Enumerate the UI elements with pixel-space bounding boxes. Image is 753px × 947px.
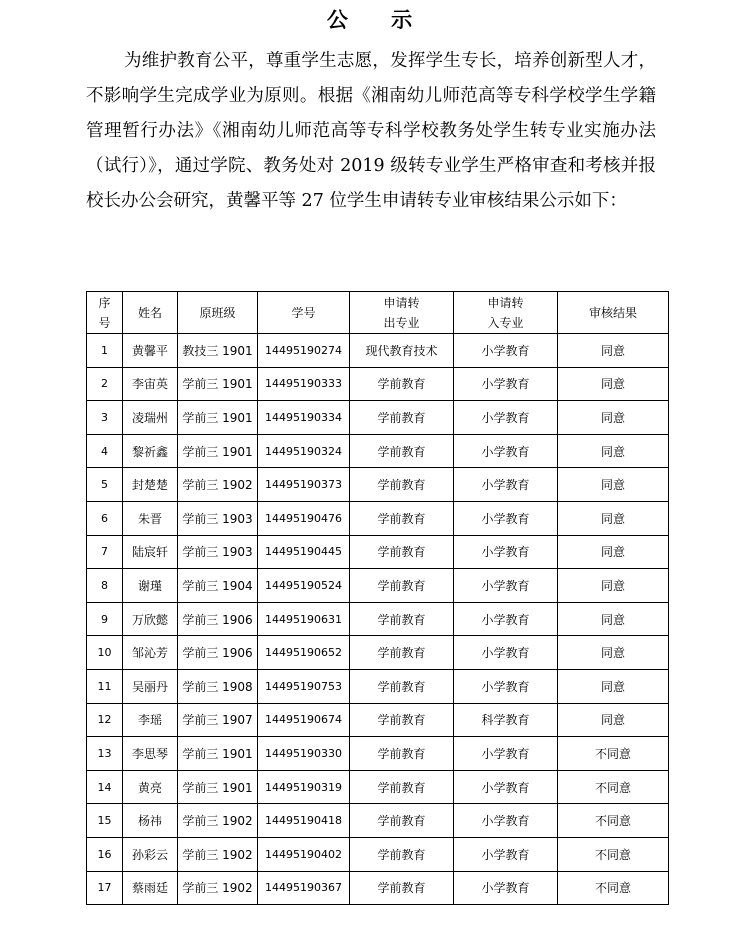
cell-student-id: 14495190319 [258, 770, 350, 804]
table-row [87, 367, 669, 401]
cell-no: 10 [87, 636, 123, 670]
table-row [87, 569, 669, 603]
cell-to-major: 小学教育 [454, 837, 558, 871]
cell-to-major: 小学教育 [454, 602, 558, 636]
cell-from-major: 学前教育 [350, 501, 454, 535]
cell-no: 7 [87, 535, 123, 569]
cell-from-major: 学前教育 [350, 367, 454, 401]
cell-to-major: 小学教育 [454, 334, 558, 368]
header-result: 审核结果 [558, 292, 669, 334]
table-row [87, 334, 669, 368]
cell-no: 16 [87, 837, 123, 871]
cell-to-major: 科学教育 [454, 703, 558, 737]
cell-name: 黎祈鑫 [123, 434, 178, 468]
cell-student-id: 14495190753 [258, 669, 350, 703]
cell-no: 1 [87, 334, 123, 368]
cell-no: 17 [87, 871, 123, 905]
cell-student-id: 14495190476 [258, 501, 350, 535]
cell-result: 不同意 [558, 837, 669, 871]
table-row [87, 669, 669, 703]
cell-name: 李瑶 [123, 703, 178, 737]
cell-no: 8 [87, 569, 123, 603]
cell-name: 封楚楚 [123, 468, 178, 502]
cell-student-id: 14495190324 [258, 434, 350, 468]
announcement-paragraph: 为维护教育公平，尊重学生志愿，发挥学生专长，培养创新型人才，不影响学生完成学业为原则。根据《湘南幼儿师范高等专科学校学生学籍管理暂行办法》《湘南幼儿师范高等专科学校教务处学生转专业实施办法（试行）》，通过学院、教务处对 2019 级转专业学生严格审查和考核并报校长办公会研究，黄馨平等 27 位学生申请转专业审核结果公示如下： [86, 51, 656, 211]
cell-result: 同意 [558, 334, 669, 368]
cell-result: 不同意 [558, 804, 669, 838]
cell-student-id: 14495190631 [258, 602, 350, 636]
cell-name: 黄馨平 [123, 334, 178, 368]
cell-student-id: 14495190652 [258, 636, 350, 670]
table-row [87, 871, 669, 905]
cell-from-major: 学前教育 [350, 737, 454, 771]
transfer-result-table [86, 291, 669, 905]
cell-no: 13 [87, 737, 123, 771]
cell-to-major: 小学教育 [454, 871, 558, 905]
cell-to-major: 小学教育 [454, 770, 558, 804]
cell-name: 凌瑞州 [123, 401, 178, 435]
cell-class: 学前三 1901 [178, 434, 258, 468]
table-row [87, 703, 669, 737]
cell-class: 学前三 1903 [178, 501, 258, 535]
cell-no: 14 [87, 770, 123, 804]
cell-result: 同意 [558, 501, 669, 535]
table-row [87, 434, 669, 468]
cell-student-id: 14495190274 [258, 334, 350, 368]
cell-student-id: 14495190402 [258, 837, 350, 871]
header-student-id: 学号 [258, 292, 350, 334]
cell-result: 同意 [558, 468, 669, 502]
cell-from-major: 学前教育 [350, 401, 454, 435]
cell-name: 蔡雨廷 [123, 871, 178, 905]
cell-class: 学前三 1908 [178, 669, 258, 703]
cell-result: 不同意 [558, 770, 669, 804]
cell-student-id: 14495190418 [258, 804, 350, 838]
cell-from-major: 学前教育 [350, 434, 454, 468]
header-class: 原班级 [178, 292, 258, 334]
cell-name: 孙彩云 [123, 837, 178, 871]
cell-from-major: 现代教育技术 [350, 334, 454, 368]
cell-result: 同意 [558, 401, 669, 435]
cell-from-major: 学前教育 [350, 703, 454, 737]
cell-no: 5 [87, 468, 123, 502]
cell-class: 学前三 1901 [178, 401, 258, 435]
cell-from-major: 学前教育 [350, 636, 454, 670]
table-header-row [87, 292, 669, 334]
cell-student-id: 14495190334 [258, 401, 350, 435]
cell-no: 3 [87, 401, 123, 435]
cell-from-major: 学前教育 [350, 871, 454, 905]
cell-name: 谢瑾 [123, 569, 178, 603]
cell-student-id: 14495190367 [258, 871, 350, 905]
table-row [87, 602, 669, 636]
cell-student-id: 14495190373 [258, 468, 350, 502]
table-row [87, 535, 669, 569]
cell-name: 邹沁芳 [123, 636, 178, 670]
cell-no: 15 [87, 804, 123, 838]
cell-result: 同意 [558, 636, 669, 670]
cell-no: 4 [87, 434, 123, 468]
cell-class: 学前三 1902 [178, 837, 258, 871]
cell-to-major: 小学教育 [454, 434, 558, 468]
table-row [87, 770, 669, 804]
table-row [87, 401, 669, 435]
cell-result: 同意 [558, 434, 669, 468]
cell-name: 朱晋 [123, 501, 178, 535]
cell-name: 李宙英 [123, 367, 178, 401]
cell-student-id: 14495190445 [258, 535, 350, 569]
cell-from-major: 学前教育 [350, 602, 454, 636]
cell-name: 吴丽丹 [123, 669, 178, 703]
cell-from-major: 学前教育 [350, 770, 454, 804]
cell-result: 同意 [558, 669, 669, 703]
table-row [87, 837, 669, 871]
header-from-major: 申请转 出专业 [350, 292, 454, 334]
cell-no: 12 [87, 703, 123, 737]
cell-result: 同意 [558, 703, 669, 737]
cell-class: 学前三 1906 [178, 602, 258, 636]
cell-student-id: 14495190330 [258, 737, 350, 771]
cell-name: 陆宸轩 [123, 535, 178, 569]
cell-class: 教技三 1901 [178, 334, 258, 368]
cell-no: 9 [87, 602, 123, 636]
cell-to-major: 小学教育 [454, 669, 558, 703]
cell-result: 同意 [558, 602, 669, 636]
cell-from-major: 学前教育 [350, 535, 454, 569]
cell-result: 不同意 [558, 871, 669, 905]
header-to-major: 申请转 入专业 [454, 292, 558, 334]
cell-result: 同意 [558, 569, 669, 603]
cell-from-major: 学前教育 [350, 468, 454, 502]
cell-to-major: 小学教育 [454, 569, 558, 603]
table-row [87, 468, 669, 502]
cell-student-id: 14495190674 [258, 703, 350, 737]
cell-to-major: 小学教育 [454, 737, 558, 771]
cell-class: 学前三 1902 [178, 804, 258, 838]
cell-student-id: 14495190524 [258, 569, 350, 603]
cell-to-major: 小学教育 [454, 401, 558, 435]
table-row [87, 737, 669, 771]
cell-class: 学前三 1906 [178, 636, 258, 670]
cell-from-major: 学前教育 [350, 569, 454, 603]
cell-class: 学前三 1907 [178, 703, 258, 737]
table-row [87, 636, 669, 670]
cell-from-major: 学前教育 [350, 804, 454, 838]
cell-no: 11 [87, 669, 123, 703]
cell-class: 学前三 1904 [178, 569, 258, 603]
cell-result: 同意 [558, 367, 669, 401]
cell-to-major: 小学教育 [454, 535, 558, 569]
cell-from-major: 学前教育 [350, 669, 454, 703]
cell-no: 2 [87, 367, 123, 401]
cell-name: 黄亮 [123, 770, 178, 804]
cell-class: 学前三 1901 [178, 367, 258, 401]
header-name: 姓名 [123, 292, 178, 334]
cell-to-major: 小学教育 [454, 367, 558, 401]
cell-class: 学前三 1901 [178, 770, 258, 804]
cell-class: 学前三 1902 [178, 871, 258, 905]
cell-class: 学前三 1903 [178, 535, 258, 569]
cell-from-major: 学前教育 [350, 837, 454, 871]
header-no: 序 号 [87, 292, 123, 334]
cell-name: 杨祎 [123, 804, 178, 838]
cell-result: 不同意 [558, 737, 669, 771]
cell-to-major: 小学教育 [454, 468, 558, 502]
table-body [87, 334, 669, 905]
table-row [87, 501, 669, 535]
cell-to-major: 小学教育 [454, 636, 558, 670]
cell-to-major: 小学教育 [454, 501, 558, 535]
cell-name: 李思琴 [123, 737, 178, 771]
cell-class: 学前三 1902 [178, 468, 258, 502]
table-row [87, 804, 669, 838]
cell-student-id: 14495190333 [258, 367, 350, 401]
cell-result: 同意 [558, 535, 669, 569]
page-title: 公 示 [326, 7, 431, 32]
cell-class: 学前三 1901 [178, 737, 258, 771]
cell-to-major: 小学教育 [454, 804, 558, 838]
cell-name: 万欣懿 [123, 602, 178, 636]
cell-no: 6 [87, 501, 123, 535]
